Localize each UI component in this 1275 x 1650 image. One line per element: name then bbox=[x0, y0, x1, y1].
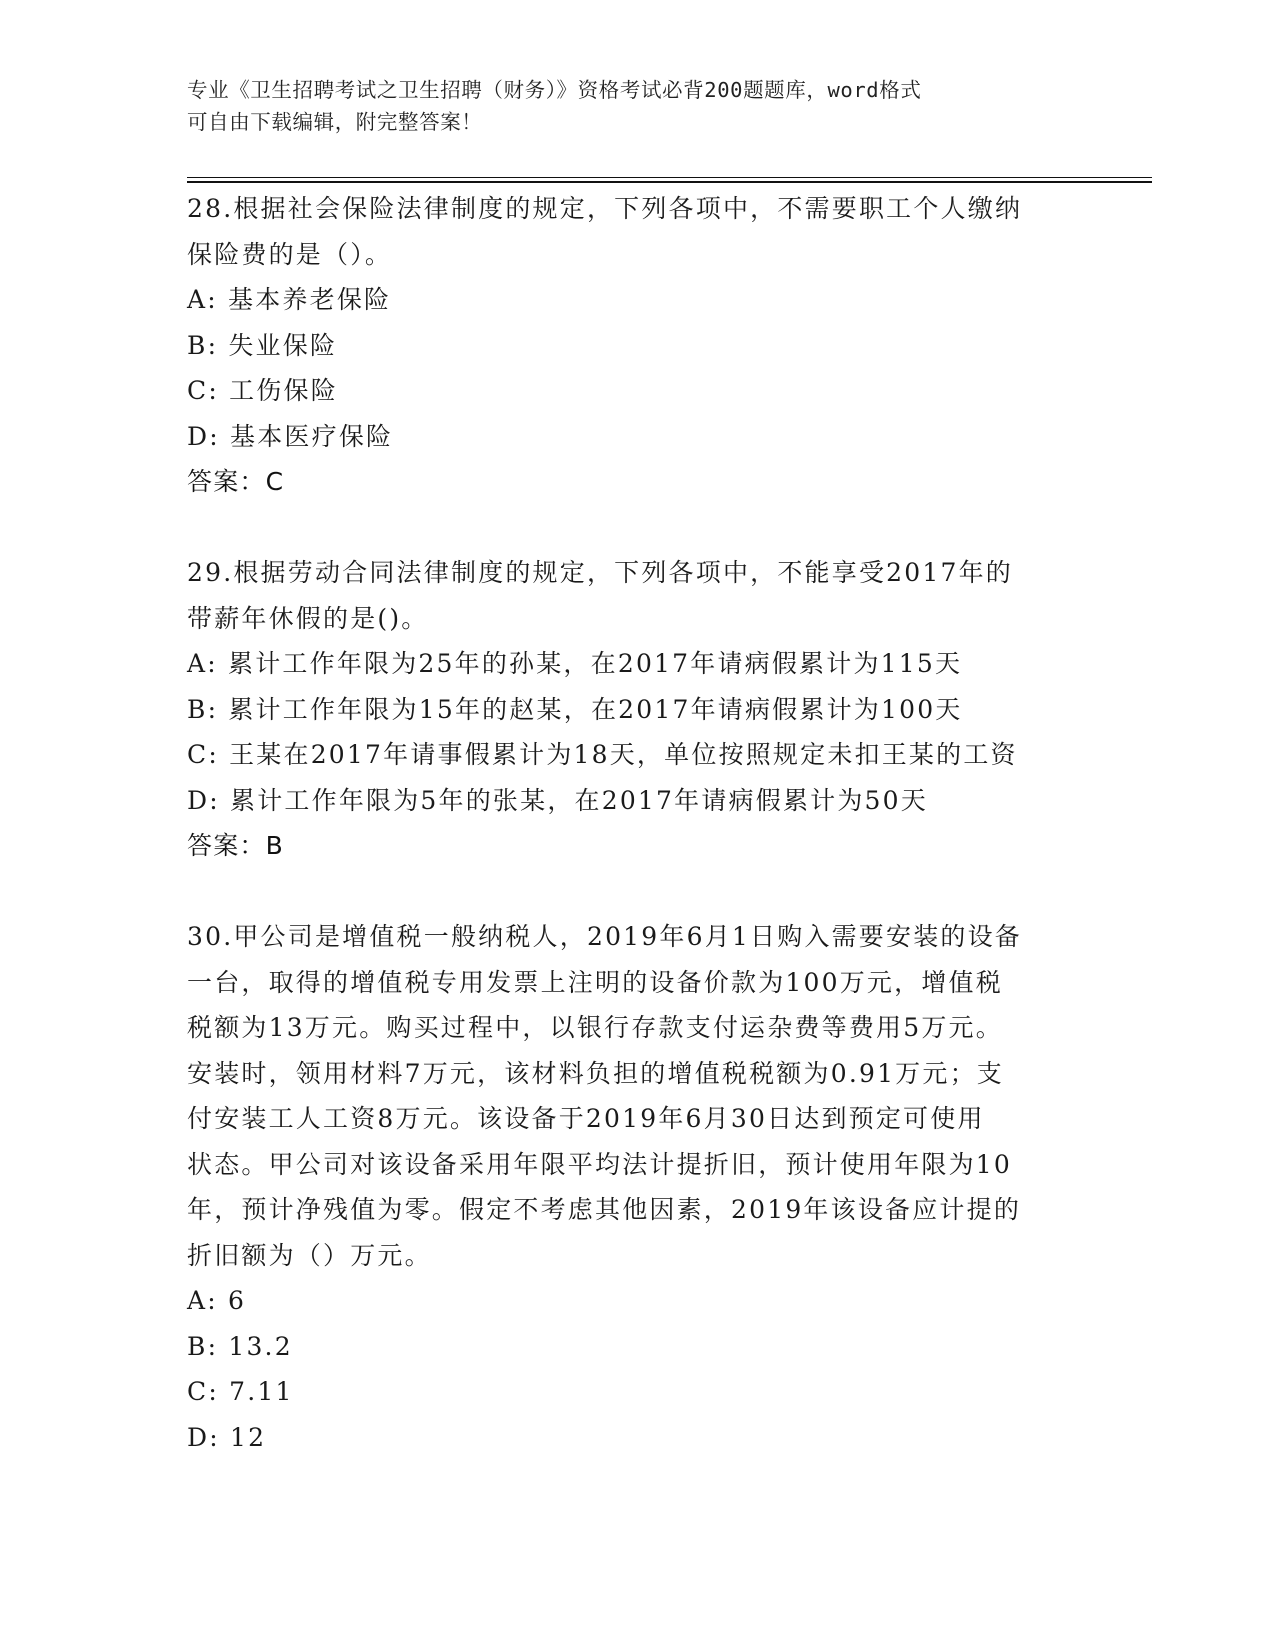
option-d: D: 累计工作年限为5年的张某，在2017年请病假累计为50天 bbox=[187, 785, 928, 815]
question-stem-line: 年，预计净残值为零。假定不考虑其他因素，2019年该设备应计提的 bbox=[187, 1195, 1022, 1224]
question-30 bbox=[187, 914, 1087, 1460]
option-b: B: 失业保险 bbox=[187, 330, 338, 360]
question-29 bbox=[187, 550, 1087, 869]
option-a: A: 6 bbox=[187, 1286, 247, 1315]
question-stem-line: 折旧额为（）万元。 bbox=[187, 1240, 432, 1270]
question-stem-line: 一台，取得的增值税专用发票上注明的设备价款为100万元，增值税 bbox=[187, 967, 1003, 997]
question-stem-line: 税额为13万元。购买过程中，以银行存款支付运杂费等费用5万元。 bbox=[187, 1013, 1003, 1042]
option-c: C: 7.11 bbox=[187, 1377, 294, 1406]
answer-text: 答案：C bbox=[187, 467, 285, 496]
header-line-2: 可自由下载编辑，附完整答案！ bbox=[187, 110, 483, 134]
question-stem-line: 30.甲公司是增值税一般纳税人，2019年6月1日购入需要安装的设备 bbox=[187, 922, 1022, 951]
option-b: B: 累计工作年限为15年的赵某，在2017年请病假累计为100天 bbox=[187, 694, 963, 724]
option-c: C: 工伤保险 bbox=[187, 376, 338, 405]
option-d: D: 基本医疗保险 bbox=[187, 421, 394, 451]
question-stem-line: 安装时，领用材料7万元，该材料负担的增值税税额为0.91万元；支 bbox=[187, 1058, 1004, 1088]
question-spacer bbox=[187, 505, 1087, 551]
answer-text: 答案：B bbox=[187, 831, 284, 860]
question-list bbox=[187, 186, 1087, 1460]
question-28 bbox=[187, 186, 1087, 505]
question-stem-line: 保险费的是（）。 bbox=[187, 239, 393, 269]
header-line-1: 专业《卫生招聘考试之卫生招聘（财务）》资格考试必背200题题库，word格式 bbox=[187, 78, 922, 102]
header-divider-thin bbox=[187, 177, 1152, 178]
question-spacer bbox=[187, 869, 1087, 915]
question-stem-line: 状态。甲公司对该设备采用年限平均法计提折旧，预计使用年限为10 bbox=[187, 1149, 1013, 1179]
document-header bbox=[187, 74, 1067, 138]
option-b: B: 13.2 bbox=[187, 1331, 293, 1361]
option-d: D: 12 bbox=[187, 1422, 267, 1452]
question-stem-line: 付安装工人工资8万元。该设备于2019年6月30日达到预定可使用 bbox=[187, 1104, 985, 1133]
question-stem-line: 带薪年休假的是()。 bbox=[187, 603, 429, 633]
question-stem-line: 28.根据社会保险法律制度的规定，下列各项中，不需要职工个人缴纳 bbox=[187, 194, 1023, 223]
question-stem-line: 29.根据劳动合同法律制度的规定，下列各项中，不能享受2017年的 bbox=[187, 558, 1013, 587]
header-divider-thick bbox=[187, 181, 1152, 183]
option-a: A: 基本养老保险 bbox=[187, 285, 392, 314]
option-a: A: 累计工作年限为25年的孙某，在2017年请病假累计为115天 bbox=[187, 649, 963, 678]
option-c: C: 王某在2017年请事假累计为18天，单位按照规定未扣王某的工资 bbox=[187, 740, 1018, 769]
